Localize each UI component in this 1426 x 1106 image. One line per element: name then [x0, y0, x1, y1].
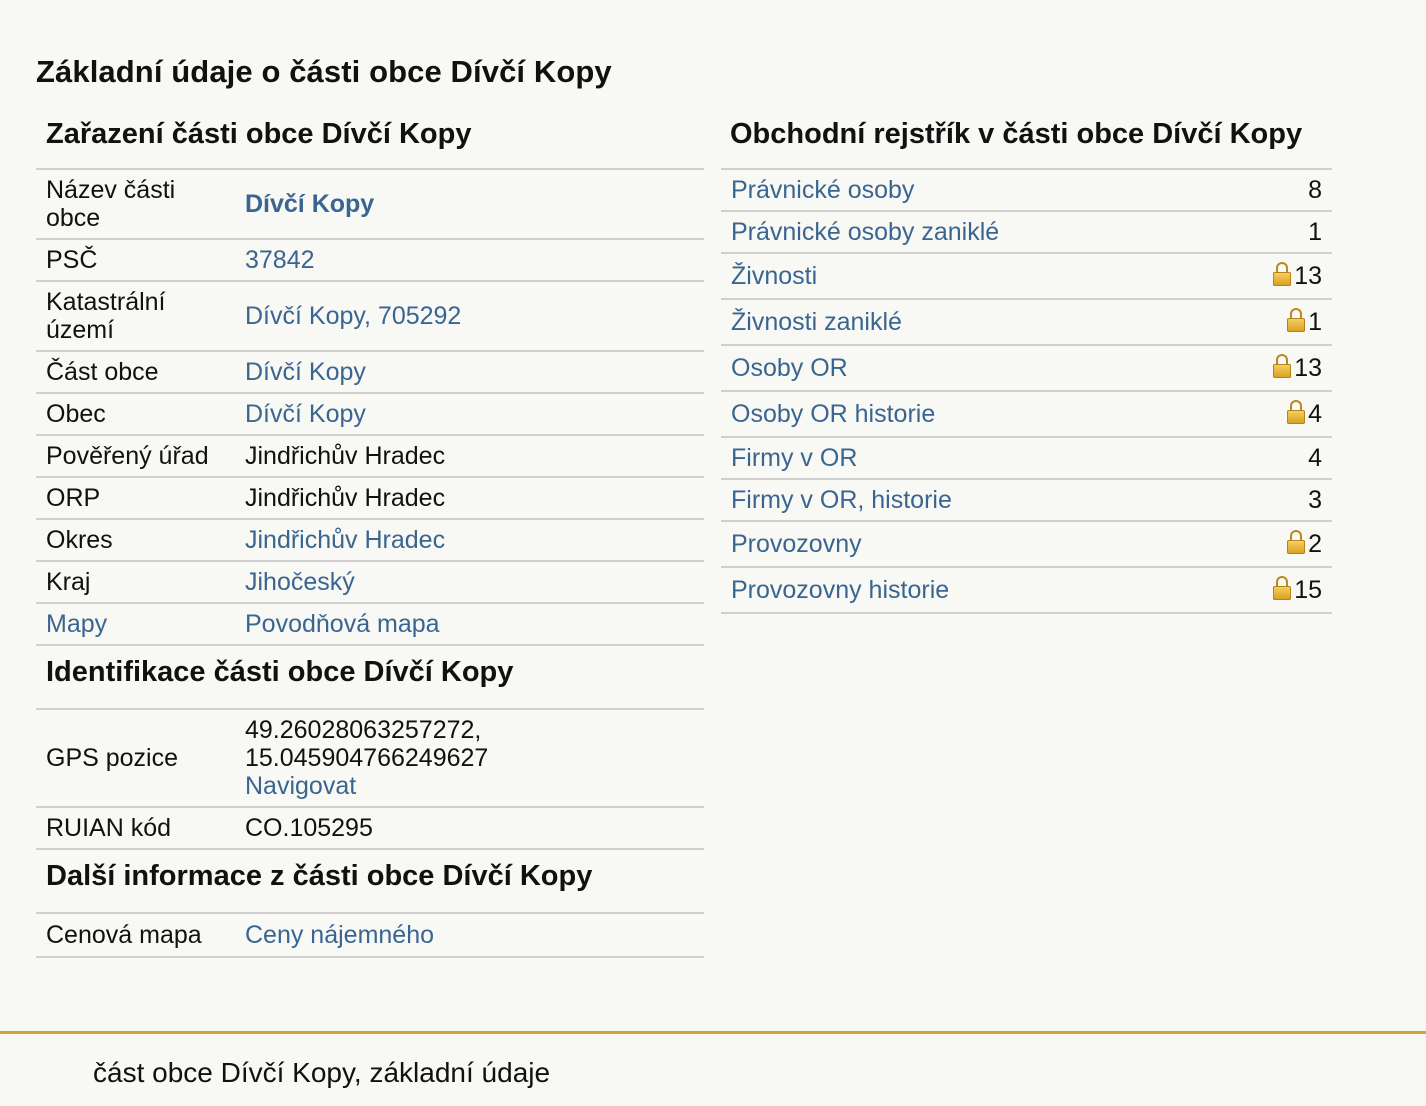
identifikace-heading: Identifikace části obce Dívčí Kopy	[36, 646, 704, 710]
provozovny-link[interactable]: Provozovny	[731, 530, 862, 558]
count: 15	[1294, 576, 1322, 604]
table-row	[36, 603, 704, 645]
kraj-link[interactable]: Jihočeský	[245, 568, 355, 596]
zivnosti-zanikle-link[interactable]: Živnosti zaniklé	[731, 308, 902, 336]
gps-longitude: 15.045904766249627	[245, 744, 489, 772]
osoby-or-link[interactable]: Osoby OR	[731, 354, 848, 382]
row-label: Část obce	[36, 351, 235, 393]
table-row	[36, 393, 704, 435]
table-row	[36, 710, 704, 807]
gps-value	[235, 710, 704, 807]
lock-icon	[1273, 262, 1291, 286]
row-label: ORP	[36, 477, 235, 519]
lock-icon	[1287, 308, 1305, 332]
orp-value: Jindřichův Hradec	[235, 477, 704, 519]
table-row	[721, 567, 1332, 613]
firmy-v-or-historie-link[interactable]: Firmy v OR, historie	[731, 486, 952, 514]
osoby-or-historie-link[interactable]: Osoby OR historie	[731, 400, 936, 428]
table-row	[36, 561, 704, 603]
table-row	[721, 521, 1332, 567]
table-row	[721, 299, 1332, 345]
footer-caption: část obce Dívčí Kopy, základní údaje	[93, 1057, 551, 1088]
count: 1	[1214, 211, 1332, 253]
table-row	[36, 281, 704, 351]
pravnicke-osoby-zanikle-link[interactable]: Právnické osoby zaniklé	[731, 218, 1000, 246]
table-row	[36, 519, 704, 561]
table-row	[36, 914, 704, 957]
zarazeni-heading: Zařazení části obce Dívčí Kopy	[36, 110, 704, 170]
row-label: Cenová mapa	[36, 914, 235, 957]
katastralni-uzemi-link[interactable]: Dívčí Kopy, 705292	[245, 302, 462, 330]
lock-icon	[1273, 576, 1291, 600]
rejstrik-table	[721, 170, 1332, 614]
page-title: Základní údaje o části obce Dívčí Kopy	[36, 54, 612, 89]
count: 13	[1294, 262, 1322, 290]
obec-link[interactable]: Dívčí Kopy	[245, 400, 366, 428]
row-label: Pověřený úřad	[36, 435, 235, 477]
row-label: Název části obce	[36, 170, 235, 239]
povereny-urad-value: Jindřichův Hradec	[235, 435, 704, 477]
table-row	[721, 253, 1332, 299]
row-label: Kraj	[36, 561, 235, 603]
row-label: Okres	[36, 519, 235, 561]
gps-latitude: 49.26028063257272,	[245, 716, 482, 744]
table-row	[36, 435, 704, 477]
zarazeni-table	[36, 170, 704, 646]
rejstrik-heading: Obchodní rejstřík v části obce Dívčí Kopy	[721, 110, 1332, 170]
lock-icon	[1273, 354, 1291, 378]
count: 1	[1308, 308, 1322, 336]
count: 8	[1214, 170, 1332, 211]
ruian-value: CO.105295	[235, 807, 704, 849]
footer-divider	[0, 1031, 1426, 1034]
table-row	[721, 170, 1332, 211]
row-label: GPS pozice	[36, 710, 235, 807]
row-label: PSČ	[36, 239, 235, 281]
table-row	[36, 239, 704, 281]
pravnicke-osoby-link[interactable]: Právnické osoby	[731, 176, 915, 204]
firmy-v-or-link[interactable]: Firmy v OR	[731, 444, 858, 472]
table-row	[36, 807, 704, 849]
row-label: Katastrální území	[36, 281, 235, 351]
count: 3	[1214, 479, 1332, 521]
lock-icon	[1287, 400, 1305, 424]
table-row	[721, 345, 1332, 391]
identifikace-table	[36, 710, 704, 850]
table-row	[36, 170, 704, 239]
row-label: Obec	[36, 393, 235, 435]
right-column	[721, 110, 1332, 614]
count: 13	[1294, 354, 1322, 382]
mapy-link[interactable]: Mapy	[46, 610, 108, 638]
left-column	[36, 110, 704, 958]
provozovny-historie-link[interactable]: Provozovny historie	[731, 576, 950, 604]
psc-link[interactable]: 37842	[245, 246, 315, 274]
navigovat-link[interactable]: Navigovat	[245, 772, 357, 800]
count: 2	[1308, 530, 1322, 558]
povodnova-mapa-link[interactable]: Povodňová mapa	[245, 610, 440, 638]
row-label: RUIAN kód	[36, 807, 235, 849]
zivnosti-link[interactable]: Živnosti	[731, 262, 818, 290]
dalsi-table	[36, 914, 704, 958]
cast-obce-link[interactable]: Dívčí Kopy	[245, 358, 366, 386]
nazev-casti-obce-link[interactable]: Dívčí Kopy	[245, 190, 375, 218]
table-row	[36, 477, 704, 519]
lock-icon	[1287, 530, 1305, 554]
table-row	[721, 211, 1332, 253]
ceny-najemneho-link[interactable]: Ceny nájemného	[245, 921, 435, 949]
table-row	[721, 479, 1332, 521]
table-row	[721, 437, 1332, 479]
table-row	[36, 351, 704, 393]
count: 4	[1308, 400, 1322, 428]
table-row	[721, 391, 1332, 437]
count: 4	[1214, 437, 1332, 479]
okres-link[interactable]: Jindřichův Hradec	[245, 526, 446, 554]
dalsi-informace-heading: Další informace z části obce Dívčí Kopy	[36, 850, 704, 914]
